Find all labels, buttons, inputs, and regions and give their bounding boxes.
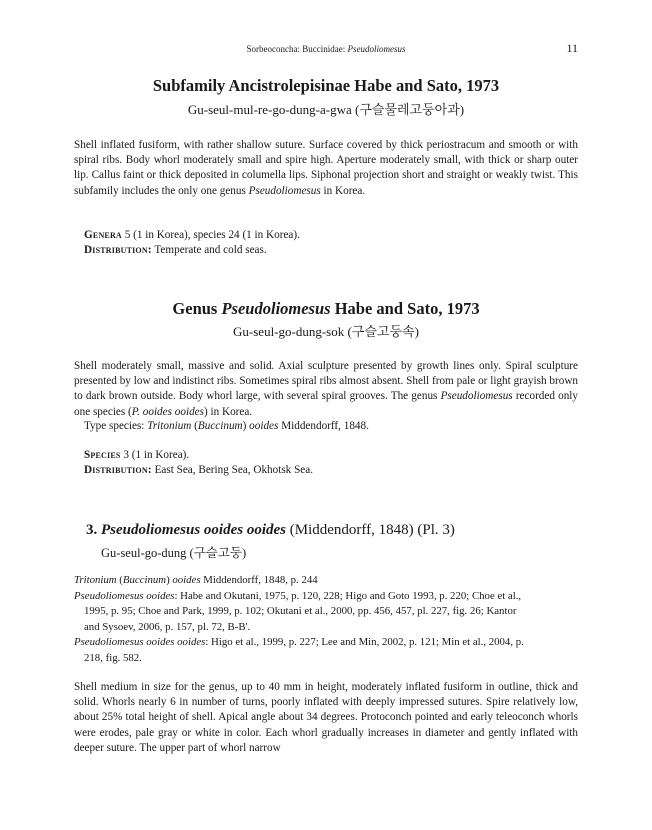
subfamily-genera: Genera 5 (1 in Korea), species 24 (1 in Korea).	[84, 229, 300, 241]
genus-description: Shell moderately small, massive and solid. Axial sculpture presented by growth lines only. Spiral sculpture presented by low and indistinct ribs. Sometimes spiral ribs almost absent. Shell from pale or light grayish brown to dark brown outside. Body whorl large, with several spiral grooves. The genus Pseudoliomesus recorded only one species (P. ooides ooides) in Korea.	[74, 360, 578, 418]
genus-title: Genus Pseudoliomesus Habe and Sato, 1973	[172, 299, 480, 318]
subfamily-title: Subfamily Ancistrolepisinae Habe and Sato, 1973	[152, 76, 500, 95]
page-number: 11	[566, 41, 578, 55]
synonymy-entry-3: Pseudoliomesus ooides ooides: Higo et al., 1999, p. 227; Lee and Min, 2002, p. 121; Min et al., 2004, p.	[74, 636, 524, 648]
genus-distribution: Distribution: East Sea, Bering Sea, Okhotsk Sea.	[84, 464, 314, 476]
species-korean-name: Gu-seul-go-dung (구슬고둥)	[101, 546, 247, 560]
genus-species-count: Species 3 (1 in Korea).	[84, 449, 190, 461]
subfamily-korean-name: Gu-seul-mul-re-go-dung-a-gwa (구슬물레고둥아과)	[187, 102, 465, 117]
running-title: Sorbeoconcha: Buccinidae: Pseudoliomesus	[246, 44, 406, 54]
species-synonymy: Tritonium (Buccinum) ooides Middendorff, 1848, p. 244 Pseudoliomesus ooides: Habe and Okutani, 1975, p. 120, 228; Higo and Goto 1993, p. 220; Choe et al., 1995, p. 95; Choe and Park, 1999, p. 102; Okutani et al., 2000, pp. 456, 457, pl. 227, fig. 26; Kantor and Sysoev, 2006, p. 157, pl. 72, B-B'. Pseudoliomesus ooides ooides: Higo et al., 1999, p. 227; Lee and Min, 2002, p. 121; Min et al., 2004, p. 218, fig. 582.	[74, 574, 524, 664]
species-description: Shell medium in size for the genus, up to 40 mm in height, moderately inflated fusiform in outline, thick and solid. Whorls nearly 6 in number of turns, poorly inflated with deeply impressed sutures. Spire relatively low, about 25% total height of shell. Apical angle about 34 degrees. Protoconch pointed and early teleoconch whorls were erodes, pale gray or white in color. Each whorl gradually increases in diameter and gently inflated with deeper suture. The upper part of whorl narrow	[74, 681, 578, 754]
genus-korean-name: Gu-seul-go-dung-sok (구슬고둥속)	[233, 324, 419, 339]
synonymy-entry-2: Pseudoliomesus ooides: Habe and Okutani, 1975, p. 120, 228; Higo and Goto 1993, p. 220; Choe et al.,	[74, 589, 522, 602]
subfamily-distribution: Distribution: Temperate and cold seas.	[84, 244, 267, 256]
subfamily-description: Shell inflated fusiform, with rather shallow suture. Surface covered by thick periostracum and smooth or with spiral ribs. Body whorl moderately small and spire high. Aperture moderately small, with thick or sharp outer lip. Callus faint or thick deposited in columella lips. Siphonal projection short and straight or weakly twist. This subfamily includes the only one genus Pseudoliomesus in Korea.	[74, 139, 578, 197]
synonymy-entry-1: Tritonium (Buccinum) ooides Middendorff, 1848, p. 244	[74, 574, 318, 586]
species-title: 3. Pseudoliomesus ooides ooides (Middendorff, 1848) (Pl. 3)	[86, 522, 455, 538]
genus-type-species: Type species: Tritonium (Buccinum) ooides Middendorff, 1848.	[84, 420, 369, 432]
